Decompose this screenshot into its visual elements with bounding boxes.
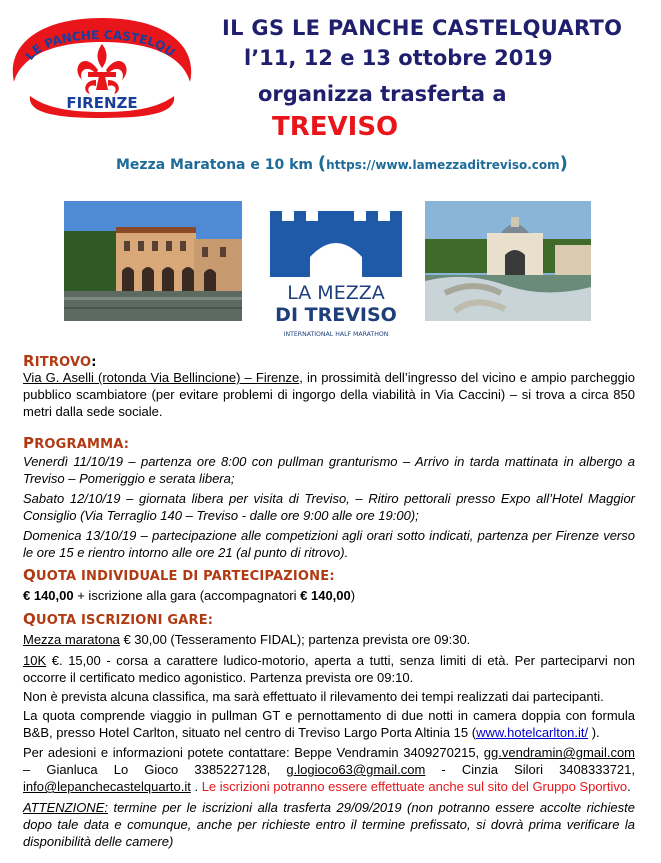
event-url[interactable]: https://www.lamezzaditreviso.com [326, 158, 560, 172]
hotel-link[interactable]: www.hotelcarlton.it/ [476, 725, 589, 740]
ritrovo-text: Via G. Aselli (rotonda Via Bellincione) – Firenze, in prossimità dell’ingresso del vicino e ampio parcheggio pubblico scambiatore (per evitare problemi di ingorgo della viabilità in Via Caccini) – si trova a circa 850 metri dalla sede sociale. [23, 370, 636, 419]
programma-day-2: Sabato 12/10/19 – giornata libera per visita di Treviso, – Ritiro pettorali presso Expo all’Hotel Maggior Consiglio (Via Terraglio 140 – Treviso - dalle ore 9:00 alle ore 19:00); [23, 491, 635, 523]
attenzione-text: ATTENZIONE: termine per le iscrizioni alla trasferta 29/09/2019 (non potranno essere accolte richieste dopo tale data e comunque, anche per richieste entro il termine prefissato, si dovrà prima verificare la disponibilità delle camere) [23, 800, 635, 849]
section-quota-heading: QUOTA INDIVIDUALE DI PARTECIPAZIONE: [23, 566, 335, 584]
treviso-canal-photo [64, 201, 242, 321]
section-iscrizioni-heading: QUOTA ISCRIZIONI GARE: [23, 610, 214, 628]
destination-title: TREVISO [272, 112, 399, 142]
classifica-text: Non è prevista alcuna classifica, ma sarà effettuato il rilevamento dei tempi realizzati dai partecipanti. [23, 689, 604, 704]
title-line-1: IL GS LE PANCHE CASTELQUARTO [222, 16, 623, 40]
event-paren-open: ( [317, 153, 327, 174]
email-info[interactable]: info@lepanchecastelquarto.it [23, 779, 191, 794]
section-ritrovo-heading: RITROVO: [23, 352, 97, 370]
tenk-text: 10K €. 15,00 - corsa a carattere ludico-motorio, aperta a tutti, senza limiti di età. Per parteciparvi non occorre il certificato medico agonistico. Partenza prevista ore 09:10. [23, 653, 635, 685]
logo-text-top: LE PANCHE CASTELQU [22, 27, 178, 63]
programma-day-1: Venerdì 11/10/19 – partenza ore 8:00 con pullman granturismo – Arrivo in tarda mattinata in albergo a Treviso – Pomeriggio e serata libera; [23, 454, 635, 486]
contatti-text: Per adesioni e informazioni potete contattare: Beppe Vendramin 3409270215, gg.vendramin@gmail.com – Gianluca Lo Gioco 3385227128, g.logioco63@gmail.com - Cinzia Silori 3408333721, info@lepanchecastelquarto.it . Le iscrizioni potranno essere effettuate anche sul sito del Gruppo Sportivo. [23, 745, 635, 794]
email-logioco[interactable]: g.logioco63@gmail.com [286, 762, 426, 777]
title-line-2: l’11, 12 e 13 ottobre 2019 [244, 46, 553, 70]
quota-text: € 140,00 + iscrizione alla gara (accompagnatori € 140,00) [23, 588, 356, 603]
logo-text-bottom: FIRENZE [66, 94, 138, 112]
mezza-maratona-text: Mezza maratona € 30,00 (Tesseramento FIDAL); partenza prevista ore 09:30. [23, 632, 471, 647]
event-line [116, 153, 568, 174]
logo-line-2: DI TREVISO [275, 304, 397, 326]
comprende-text: La quota comprende viaggio in pullman GT e pernottamento di due notti in camera doppia con formula B&B, presso Hotel Carlton, situato nel centro di Treviso Largo Porta Altinia 15 (www.hotelcarlton.it/ ). [23, 708, 635, 740]
logo-line-1: LA MEZZA [287, 282, 385, 304]
email-vendramin[interactable]: gg.vendramin@gmail.com [483, 745, 635, 760]
treviso-gate-photo [425, 201, 591, 321]
logo-line-3: INTERNATIONAL HALF MARATHON [283, 331, 389, 338]
programma-day-3: Domenica 13/10/19 – partecipazione alle competizioni agli orari sotto indicati, partenza per Firenze verso le ore 15 e rientro intorno alle ore 21 (al punto di ritrovo). [23, 528, 635, 560]
quota-price: € 140,00 [23, 588, 74, 603]
event-paren-close: ) [559, 153, 568, 174]
red-note: Le iscrizioni potranno essere effettuate anche sul sito del Gruppo Sportivo [201, 779, 628, 794]
half-marathon-logo [262, 209, 410, 339]
section-programma-heading: PROGRAMMA: [23, 434, 130, 452]
ritrovo-place: Via G. Aselli (rotonda Via Bellincione) – Firenze [23, 370, 300, 385]
title-line-3: organizza trasferta a [258, 82, 507, 106]
club-logo [8, 16, 196, 120]
quota-price-accompagnatori: € 140,00 [300, 588, 351, 603]
event-name: Mezza Maratona e 10 km [116, 157, 313, 173]
